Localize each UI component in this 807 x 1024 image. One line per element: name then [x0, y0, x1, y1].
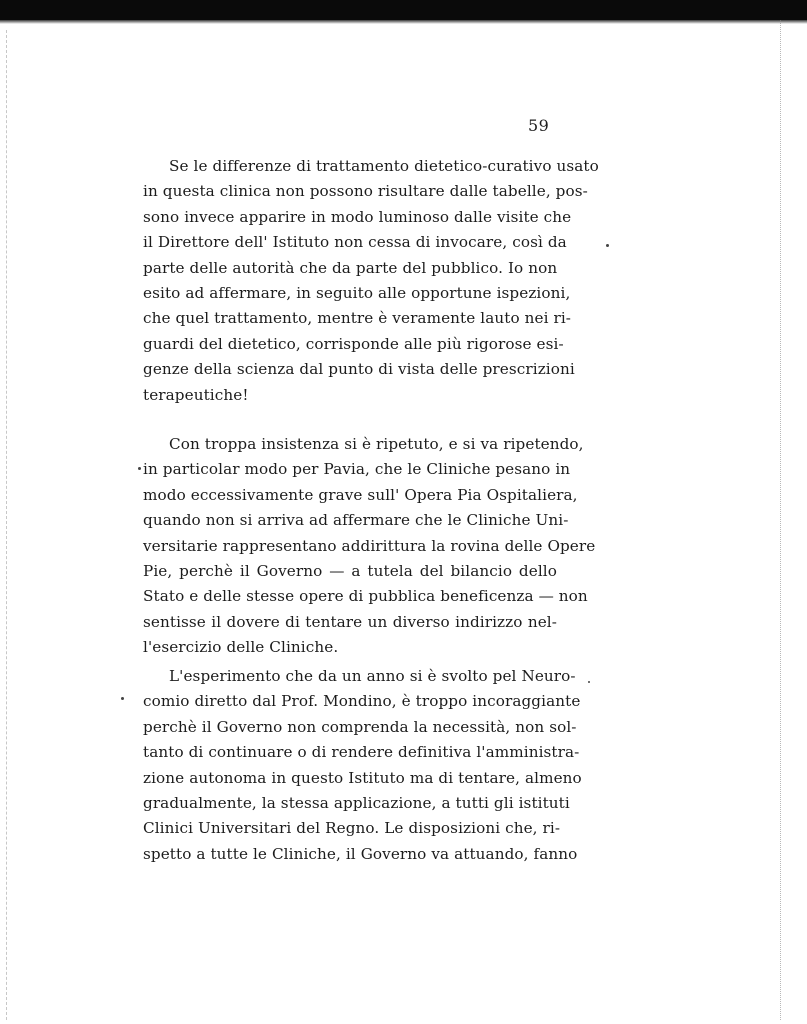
paragraph-1	[143, 154, 599, 408]
text-line: modo eccessivamente grave sull' Opera Pia Ospitaliera,	[143, 485, 578, 504]
text-line: guardi del dietetico, corrisponde alle più rigorose esi-	[143, 334, 564, 353]
scan-top-border	[0, 0, 807, 20]
text-line: in particolar modo per Pavia, che le Cliniche pesano in	[143, 460, 571, 479]
text-line: Se le differenze di trattamento dietetico-curativo usato	[169, 157, 599, 175]
text-line: terapeutiche!	[143, 385, 249, 404]
text-line: quando non si arriva ad affermare che le Cliniche Uni-	[143, 511, 569, 530]
page-number: 59	[528, 116, 550, 135]
text-line: Con troppa insistenza si è ripetuto, e si va ripetendo,	[169, 435, 584, 453]
text-line: zione autonoma in questo Istituto ma di tentare, almeno	[143, 768, 582, 787]
text-line: L'esperimento che da un anno si è svolto pel Neuro-	[169, 667, 576, 685]
text-line: comio diretto dal Prof. Mondino, è troppo incoraggiante	[143, 692, 581, 711]
scan-left-edge	[6, 30, 8, 1020]
text-line: genze della scienza dal punto di vista delle prescrizioni	[143, 360, 575, 379]
text-line: l'esercizio delle Cliniche.	[143, 638, 339, 657]
scan-speck	[121, 697, 124, 700]
text-line: Clinici Universitari del Regno. Le disposizioni che, ri-	[143, 819, 561, 838]
text-line: perchè il Governo non comprenda la necessità, non sol-	[143, 717, 577, 736]
text-line: che quel trattamento, mentre è veramente lauto nei ri-	[143, 309, 572, 328]
scan-right-edge	[780, 20, 782, 1020]
paragraph-2	[143, 432, 596, 661]
paragraph-3	[143, 664, 582, 867]
text-line: esito ad affermare, in seguito alle opportune ispezioni,	[143, 284, 571, 303]
scan-top-shadow	[0, 20, 807, 24]
text-line: gradualmente, la stessa applicazione, a tutti gli istituti	[143, 794, 570, 813]
text-line: in questa clinica non possono risultare dalle tabelle, pos-	[143, 182, 588, 201]
scan-speck	[138, 467, 141, 470]
text-line: Stato e delle stesse opere di pubblica beneficenza — non	[143, 587, 588, 606]
text-line: tanto di continuare o di rendere definitiva l'amministra-	[143, 743, 580, 762]
text-line: versitarie rappresentano addirittura la rovina delle Opere	[143, 536, 596, 555]
text-line: sentisse il dovere di tentare un diverso indirizzo nel-	[143, 612, 557, 631]
text-line: il Direttore dell' Istituto non cessa di invocare, così da	[143, 233, 567, 252]
text-line: Pie, perchè il Governo — a tutela del bilancio dello	[143, 562, 557, 581]
scan-speck	[588, 681, 590, 683]
text-line: sono invece apparire in modo luminoso dalle visite che	[143, 207, 572, 226]
text-line: parte delle autorità che da parte del pubblico. Io non	[143, 258, 558, 277]
text-line: spetto a tutte le Cliniche, il Governo va attuando, fanno	[143, 844, 578, 863]
scan-speck	[606, 244, 609, 247]
